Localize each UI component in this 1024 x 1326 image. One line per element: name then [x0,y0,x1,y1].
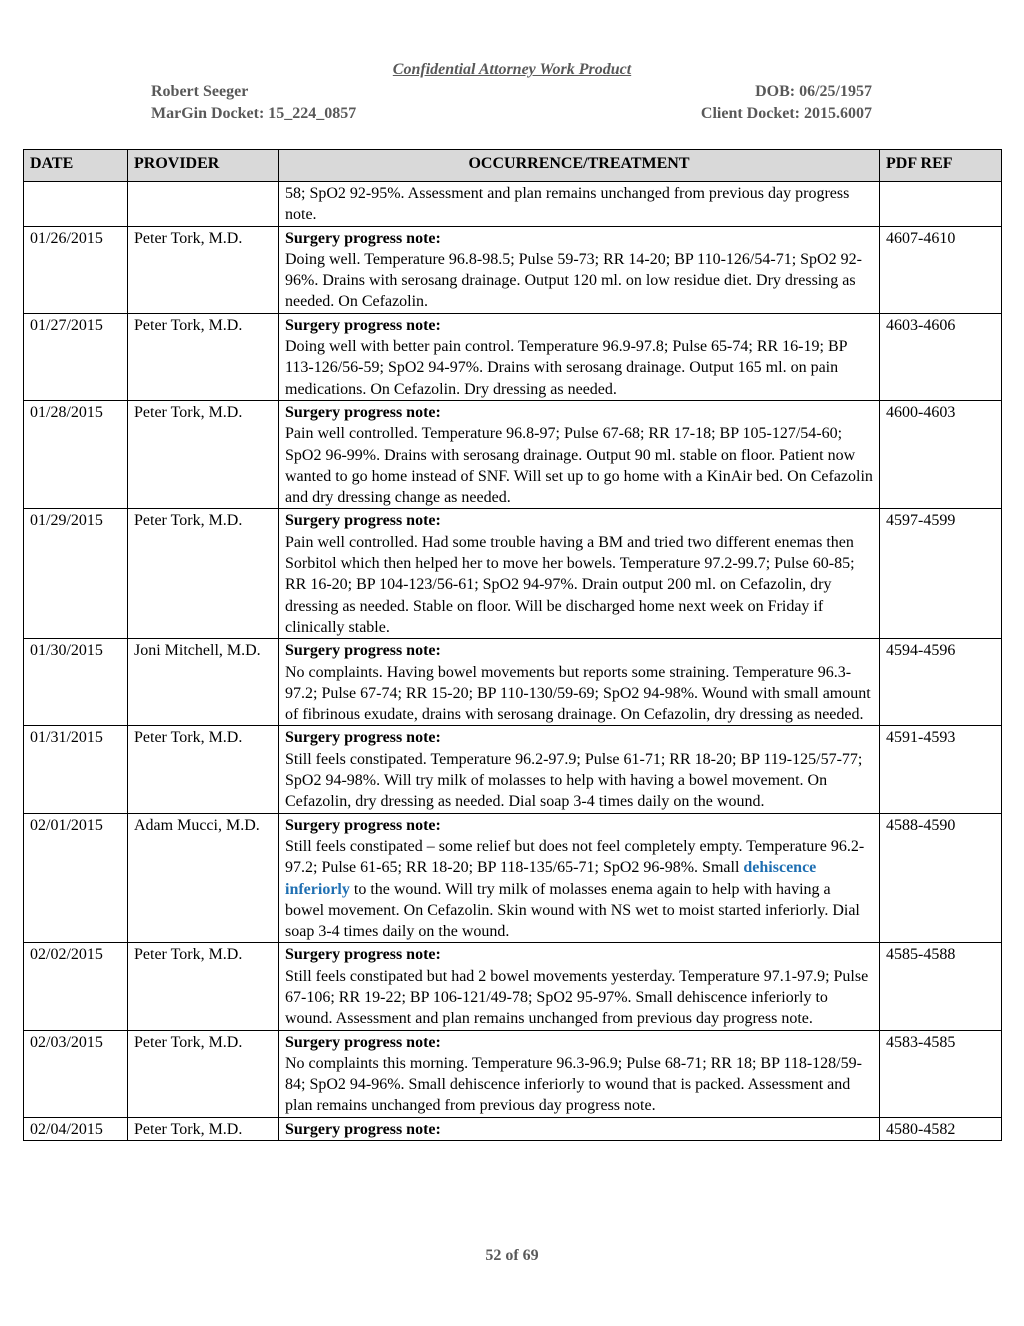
column-header-occurrence: OCCURRENCE/TREATMENT [279,150,880,182]
table-row [24,639,1002,726]
note-text: Still feels constipated but had 2 bowel movements yesterday. Temperature 97.1-97.9; Pulse 67-106; RR 19-22; BP 106-121/49-78; SpO2 95-97%. Small dehiscence inferiorly to wound. Assessment and plan remains unchanged from previous day progress note. [285,967,869,1028]
cell-date: 02/02/2015 [24,943,128,1030]
note-heading: Surgery progress note: [285,229,441,247]
table-row [24,726,1002,813]
note-heading: Surgery progress note: [285,816,441,834]
cell-occurrence [279,943,880,1030]
cell-date: 01/31/2015 [24,726,128,813]
note-text: Doing well. Temperature 96.8-98.5; Pulse 59-73; RR 14-20; BP 110-126/54-71; SpO2 92-96%. Drains with serosang drainage. Output 120 ml. on low residue diet. Dry dressing as needed. On Cefazolin. [285,250,862,311]
note-heading: Surgery progress note: [285,1033,441,1051]
column-header-pdf-ref: PDF REF [880,150,1002,182]
cell-provider: Adam Mucci, M.D. [128,813,279,943]
note-text: Still feels constipated – some relief but does not feel completely empty. Temperature 96.2-97.2; Pulse 61-65; RR 18-20; BP 118-135/65-71; SpO2 96-98%. Small [285,837,865,877]
table-row [24,313,1002,400]
cell-pdf-ref: 4583-4585 [880,1030,1002,1117]
note-heading: Surgery progress note: [285,403,441,421]
cell-date: 02/03/2015 [24,1030,128,1117]
cell-provider: Peter Tork, M.D. [128,943,279,1030]
note-text: Still feels constipated. Temperature 96.2-97.9; Pulse 61-71; RR 18-20; BP 119-125/57-77; SpO2 94-98%. Will try milk of molasses to help with having a bowel movement. On Cefazolin, dry dressing as needed. Dial soap 3-4 times daily on the wound. [285,750,863,811]
cell-occurrence [279,1030,880,1117]
cell-occurrence [279,313,880,400]
cell-pdf-ref: 4591-4593 [880,726,1002,813]
cell-date: 01/29/2015 [24,509,128,639]
cell-occurrence [279,726,880,813]
cell-pdf-ref: 4597-4599 [880,509,1002,639]
table-header-row [24,150,1002,182]
cell-date: 01/27/2015 [24,313,128,400]
cell-pdf-ref: 4580-4582 [880,1117,1002,1140]
cell-occurrence-text: 58; SpO2 92-95%. Assessment and plan remains unchanged from previous day progress note. [279,182,880,227]
table-row [24,226,1002,313]
cell-pdf-ref: 4600-4603 [880,400,1002,508]
cell-occurrence [279,639,880,726]
note-heading: Surgery progress note: [285,642,441,660]
cell-provider: Peter Tork, M.D. [128,1117,279,1140]
note-text: Doing well with better pain control. Temperature 96.9-97.8; Pulse 65-74; RR 16-19; BP 113-126/56-59; SpO2 94-97%. Drains with serosang drainage. Output 165 ml. on pain medications. On Cefazolin. Dry dressing as needed. [285,338,847,398]
note-text: to the wound. Will try milk of molasses enema again to help with having a bowel movement. On Cefazolin. Skin wound with NS wet to moist started inferiorly. Dial soap 3-4 times daily on the wound. [285,880,860,941]
cell-date [24,182,128,227]
table-row-continuation [24,182,1002,227]
table-row [24,943,1002,1030]
note-heading: Surgery progress note: [285,1120,441,1138]
column-header-date: DATE [24,150,128,182]
cell-provider: Peter Tork, M.D. [128,226,279,313]
patient-dob: DOB: 06/25/1957 [755,83,872,100]
cell-provider: Peter Tork, M.D. [128,726,279,813]
cell-provider: Peter Tork, M.D. [128,313,279,400]
table-row [24,1030,1002,1117]
cell-occurrence [279,1117,880,1140]
table-row [24,509,1002,639]
cell-provider: Peter Tork, M.D. [128,400,279,508]
note-text: Pain well controlled. Temperature 96.8-97; Pulse 67-68; RR 17-18; BP 105-127/54-60; SpO2 96-99%. Drains with serosang drainage. Output 90 ml. stable on floor. Patient now wanted to go home instead of SNF. Will set up to go home with a KinAir bed. On Cefazolin and dry dressing change as needed. [285,425,873,507]
cell-date: 01/28/2015 [24,400,128,508]
page-number: 52 of 69 [485,1247,539,1264]
note-heading: Surgery progress note: [285,946,441,964]
cell-date: 02/04/2015 [24,1117,128,1140]
cell-pdf-ref: 4594-4596 [880,639,1002,726]
table-row [24,813,1002,943]
note-text: No complaints. Having bowel movements but reports some straining. Temperature 96.3-97.2; Pulse 67-74; RR 15-20; BP 110-130/59-69; SpO2 94-98%. Wound with small amount of fibrinous exudate, drains with serosang drainage. On Cefazolin, dry dressing as needed. [285,663,871,724]
cell-occurrence [279,226,880,313]
cell-provider: Peter Tork, M.D. [128,1030,279,1117]
note-text: No complaints this morning. Temperature 96.3-96.9; Pulse 68-71; RR 18; BP 118-128/59-84; SpO2 94-96%. Small dehiscence inferiorly to wound that is packed. Assessment and plan remains unchanged from previous day progress note. [285,1054,862,1115]
cell-pdf-ref: 4585-4588 [880,943,1002,1030]
highlighted-finding: dehiscence inferiorly [285,859,817,898]
column-header-provider: PROVIDER [128,150,279,182]
note-heading: Surgery progress note: [285,316,441,334]
note-heading: Surgery progress note: [285,729,441,747]
medical-records-table [23,149,1002,1141]
cell-date: 01/30/2015 [24,639,128,726]
table-row [24,1117,1002,1140]
cell-provider [128,182,279,227]
cell-pdf-ref: 4607-4610 [880,226,1002,313]
cell-provider: Peter Tork, M.D. [128,509,279,639]
cell-pdf-ref: 4588-4590 [880,813,1002,943]
client-docket: Client Docket: 2015.6007 [700,105,872,122]
cell-occurrence [279,509,880,639]
cell-occurrence [279,813,880,943]
cell-date: 02/01/2015 [24,813,128,943]
note-text: Pain well controlled. Had some trouble having a BM and tried two different enemas then Sorbitol which then helped her to move her bowels. Temperature 97.2-99.7; Pulse 60-85; RR 16-20; BP 104-123/56-61; SpO2 94-97%. Drain output 200 ml. on Cefazolin, dry dressing as needed. Stable on floor. Will be discharged home next week on Friday if clinically stable. [285,533,855,636]
cell-occurrence [279,400,880,508]
table-body [24,182,1002,1141]
note-heading: Surgery progress note: [285,512,441,530]
table-row [24,400,1002,508]
cell-date: 01/26/2015 [24,226,128,313]
patient-name: Robert Seeger [151,83,249,100]
document-title: Confidential Attorney Work Product [392,61,632,78]
margin-docket: MarGin Docket: 15_224_0857 [151,105,357,122]
cell-pdf-ref [880,182,1002,227]
cell-pdf-ref: 4603-4606 [880,313,1002,400]
cell-provider: Joni Mitchell, M.D. [128,639,279,726]
